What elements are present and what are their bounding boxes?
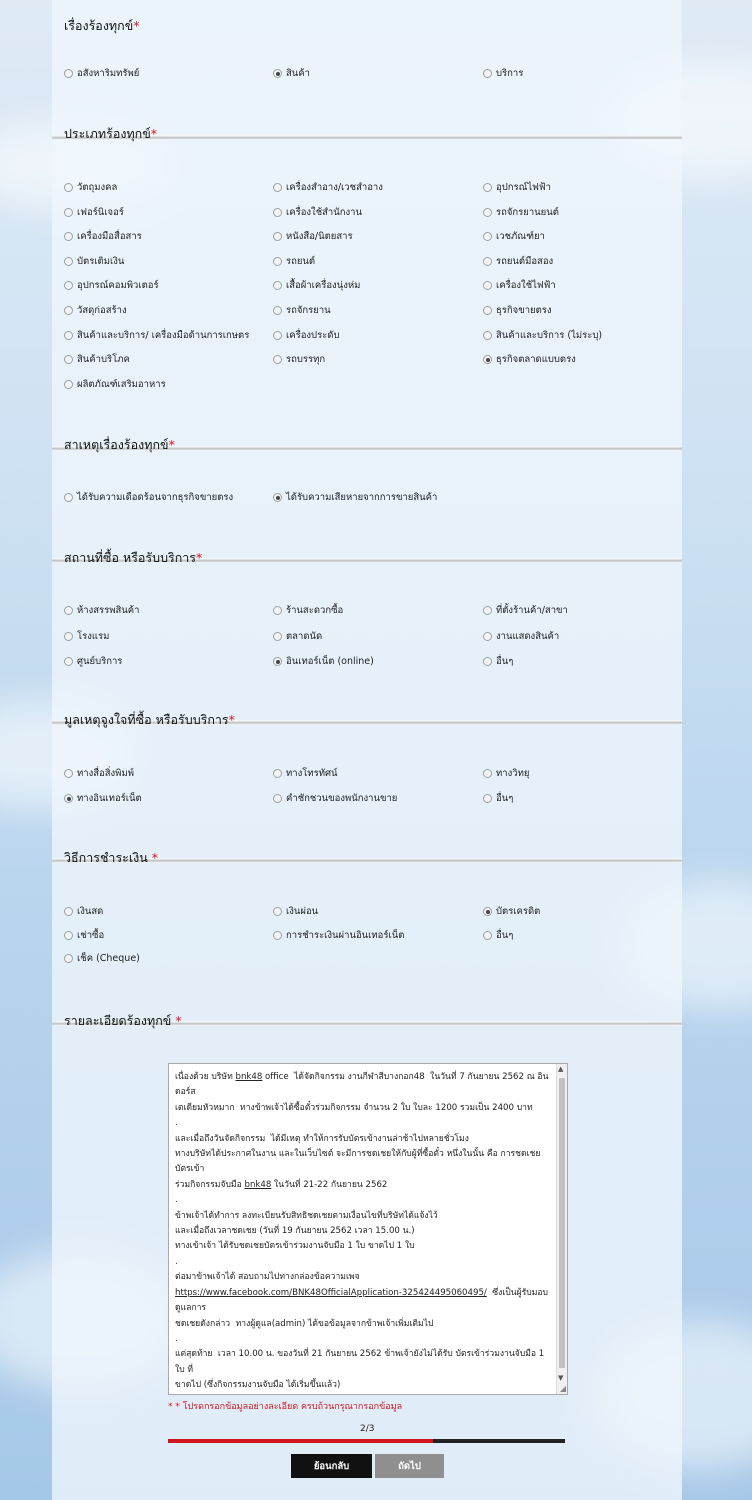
radio-checked-icon[interactable] [273,657,282,666]
textarea-line: ในวันที่ 21-22 กันยายน 2562 [271,1179,388,1190]
radio-unchecked-icon[interactable] [273,606,282,615]
textarea-line: ข้าพเจ้าได้ทำการ ลงทะเบียนรับสิทธิชดเชยตามเงื่อนไขที่บริษัทได้แจ้งไว้ [175,1210,438,1221]
section-title-text: สาเหตุเรื่องร้องทุกข์ [64,437,169,452]
radio-unchecked-icon[interactable] [273,281,282,290]
section-title-text: วิธีการชำระเงิน [64,850,148,865]
radio-option-type[interactable] [273,205,362,220]
radio-label: ได้รับความเสียหายจากการขายสินค้า [286,492,438,503]
radio-option-type[interactable] [273,254,315,269]
radio-option-type[interactable] [483,303,552,318]
textarea-content [175,1070,553,1395]
radio-label: เช็ค (Cheque) [77,953,140,964]
radio-option-place[interactable] [483,603,568,618]
radio-unchecked-icon[interactable] [64,632,73,641]
radio-label: เช่าซื้อ [77,929,105,941]
radio-label: บัตรเติมเงิน [77,255,125,267]
radio-option-type[interactable] [273,229,353,244]
radio-label: ห้างสรรพสินค้า [77,605,140,616]
radio-label: ธุรกิจตลาดแบบตรง [496,354,576,366]
radio-unchecked-icon[interactable] [273,257,282,266]
radio-option-payment[interactable] [64,951,140,966]
radio-unchecked-icon[interactable] [64,281,73,290]
section-title-text: สถานที่ซื้อ หรือรับบริการ [64,550,197,565]
radio-label: รถบรรทุก [286,354,326,366]
section-title-text: รายละเอียดร้องทุกข์ [64,1013,172,1028]
radio-label: เฟอร์นิเจอร์ [77,206,124,218]
radio-unchecked-icon[interactable] [483,632,492,641]
radio-option-type[interactable] [64,205,124,220]
next-button[interactable]: ถัดไป [375,1454,444,1478]
radio-label: สินค้าและบริการ (ไม่ระบุ) [496,329,603,341]
radio-option-type[interactable] [483,328,602,343]
radio-unchecked-icon[interactable] [483,657,492,666]
complaint-detail-textarea[interactable] [168,1063,568,1395]
radio-unchecked-icon[interactable] [483,208,492,217]
radio-unchecked-icon[interactable] [64,355,73,364]
radio-label: วัสดุก่อสร้าง [77,305,127,316]
radio-label: วัตถุมงคล [77,182,118,193]
radio-label: ทางวิทยุ [496,768,530,779]
textarea-word: bnk48 [235,1072,263,1082]
radio-label: บัตรเครดิต [496,906,541,917]
radio-option-type[interactable] [64,278,159,293]
radio-label: การชำระเงินผ่านอินเทอร์เน็ต [286,929,405,941]
radio-unchecked-icon[interactable] [64,257,73,266]
radio-option-type[interactable] [64,254,124,269]
textarea-line: ขาดไป (ซึ่งกิจกรรมงานจับมือ ได้เริ่มขึ้นแล้ว) [175,1380,341,1391]
radio-checked-icon[interactable] [483,355,492,364]
radio-label: ศูนย์บริการ [77,656,123,667]
radio-label: หนังสือ/นิตยสาร [286,231,353,243]
radio-option-type[interactable] [273,278,360,293]
radio-option-payment[interactable] [273,904,318,919]
radio-label: อื่นๆ [496,929,514,941]
radio-unchecked-icon[interactable] [64,954,73,963]
required-marker: * [133,18,140,33]
radio-checked-icon[interactable] [273,493,282,502]
radio-label: เครื่องสำอาง/เวชสำอาง [286,182,383,193]
textarea-line: ซึ่งเป็นผู้รับมอบดูแลการ [175,1287,548,1314]
radio-checked-icon[interactable] [273,69,282,78]
radio-unchecked-icon[interactable] [64,69,73,78]
radio-label: ตลาดนัด [286,630,323,642]
radio-unchecked-icon[interactable] [483,931,492,940]
radio-option-motive[interactable] [483,791,513,806]
textarea-line: ต่อมาข้าพเจ้าได้ สอบถามไปทางกล่องข้อความเพจ [175,1272,360,1283]
radio-label: สินค้าและบริการ/ เครื่องมือด้านการเกษตร [77,329,250,341]
radio-unchecked-icon[interactable] [273,794,282,803]
section-title-cause [64,435,175,455]
radio-option-type[interactable] [64,352,130,367]
radio-unchecked-icon[interactable] [273,306,282,315]
radio-option-place[interactable] [64,603,139,618]
textarea-line: . [175,1333,178,1344]
radio-option-type[interactable] [483,278,556,293]
radio-unchecked-icon[interactable] [273,355,282,364]
radio-option-motive[interactable] [483,766,529,781]
radio-option-payment[interactable] [483,928,513,943]
radio-unchecked-icon[interactable] [64,907,73,916]
scroll-thumb[interactable] [559,1078,565,1368]
required-marker: * [228,712,235,727]
radio-unchecked-icon[interactable] [64,769,73,778]
radio-option-motive[interactable] [273,766,338,781]
radio-unchecked-icon[interactable] [64,331,73,340]
back-button[interactable]: ย้อนกลับ [291,1454,372,1478]
radio-unchecked-icon[interactable] [483,69,492,78]
radio-unchecked-icon[interactable] [273,208,282,217]
radio-label: ที่ตั้งร้านค้า/สาขา [496,605,568,616]
radio-label: เงินสด [77,906,104,917]
textarea-scrollbar[interactable] [556,1064,567,1394]
radio-unchecked-icon[interactable] [273,769,282,778]
radio-label: รถจักรยานยนต์ [496,206,559,218]
radio-unchecked-icon[interactable] [64,606,73,615]
radio-option-place[interactable] [64,654,122,669]
scroll-up-arrow-icon[interactable]: ▲ [558,1065,564,1073]
radio-label: เวชภัณฑ์ยา [496,231,545,243]
radio-checked-icon[interactable] [64,794,73,803]
radio-option-cause[interactable] [273,490,437,505]
radio-label: อื่นๆ [496,656,514,667]
radio-option-place[interactable] [273,654,374,669]
radio-option-place[interactable] [483,654,513,669]
radio-option-motive[interactable] [64,766,134,781]
radio-unchecked-icon[interactable] [64,931,73,940]
radio-label: สินค้าบริโภค [77,354,130,366]
radio-option-type[interactable] [273,352,325,367]
radio-option-type[interactable] [273,180,383,195]
radio-option-type[interactable] [64,229,142,244]
radio-label: ร้านสะดวกซื้อ [286,605,344,616]
section-title-text: มูลเหตุจูงใจที่ซื้อ หรือรับบริการ [64,712,229,727]
radio-label: รถจักรยาน [286,305,331,316]
section-title-motive [64,710,235,730]
radio-label: โรงแรม [77,630,110,642]
radio-option-type[interactable] [273,328,339,343]
section-title-category [64,16,140,36]
radio-label: ธุรกิจขายตรง [496,305,552,316]
required-note: * * โปรดกรอกข้อมูลอย่างละเอียด ครบถ้วนกรุณากรอกข้อมูล [168,1402,403,1412]
scroll-down-arrow-icon[interactable]: ▼ [558,1374,564,1382]
section-title-detail [64,1011,182,1031]
radio-label: ผลิตภัณฑ์เสริมอาหาร [77,378,166,390]
radio-option-type[interactable] [483,229,545,244]
radio-unchecked-icon[interactable] [64,380,73,389]
radio-unchecked-icon[interactable] [64,306,73,315]
radio-label: เงินผ่อน [286,906,319,917]
textarea-line: office ได้จัดกิจกรรม งานกีฬาสีบางกอก48 ในวันที่ 7 กันยายน 2562 ณ อินดอร์ส [175,1072,549,1098]
radio-option-motive[interactable] [273,791,397,806]
section-title-place [64,548,202,568]
radio-option-motive[interactable] [64,791,142,806]
required-marker: * [171,1013,182,1028]
radio-unchecked-icon[interactable] [483,281,492,290]
required-marker: * [168,437,175,452]
radio-option-type[interactable] [64,303,127,318]
textarea-line: ร่วมกิจกรรมจับมือ [175,1179,245,1190]
radio-unchecked-icon[interactable] [273,931,282,940]
radio-label: สินค้า [286,68,310,79]
radio-label: เครื่องใช้สำนักงาน [286,206,362,218]
radio-option-type[interactable] [483,180,551,195]
radio-unchecked-icon[interactable] [64,183,73,192]
textarea-line: แต่สุดท้าย เวลา 10.00 น. ของวันที่ 21 กันยายน 2562 ข้าพเจ้ายังไม่ได้รับ บัตรเข้าร่วมงานจับมือ 1 ใบ ที่ [175,1349,548,1375]
radio-label: อินเทอร์เน็ต (online) [286,656,374,667]
radio-unchecked-icon[interactable] [273,632,282,641]
radio-label: อุปกรณ์ไฟฟ้า [496,182,551,193]
required-marker: * [150,126,158,141]
section-title-type [64,124,157,144]
radio-label: ทางโทรทัศน์ [286,768,338,779]
radio-option-type[interactable] [64,328,249,343]
radio-option-category[interactable] [483,66,523,81]
textarea-line: . [175,1195,178,1206]
radio-label: รถยนต์มือสอง [496,255,554,267]
radio-checked-icon[interactable] [483,907,492,916]
textarea-line: และเมื่อถึงวันจัดกิจกรรม ได้มีเหตุ ทำให้การรับบัตรเข้างานล่าช้าไปหลายชั่วโมง [175,1133,469,1144]
radio-unchecked-icon[interactable] [483,769,492,778]
required-marker: * [196,550,203,565]
radio-unchecked-icon[interactable] [273,907,282,916]
radio-label: งานแสดงสินค้า [496,630,560,642]
radio-unchecked-icon[interactable] [483,232,492,241]
radio-label: อื่นๆ [496,793,514,804]
radio-option-place[interactable] [64,629,109,644]
radio-label: ทางอินเทอร์เน็ต [77,793,142,804]
radio-unchecked-icon[interactable] [483,183,492,192]
radio-option-type[interactable] [483,352,576,367]
radio-option-place[interactable] [273,603,343,618]
radio-option-payment[interactable] [273,928,404,943]
radio-unchecked-icon[interactable] [483,257,492,266]
radio-option-place[interactable] [273,629,322,644]
radio-unchecked-icon[interactable] [64,232,73,241]
radio-option-payment[interactable] [64,928,104,943]
radio-label: ได้รับความเดือดร้อนจากธุรกิจขายตรง [77,492,234,503]
radio-option-payment[interactable] [483,904,540,919]
radio-unchecked-icon[interactable] [273,183,282,192]
radio-unchecked-icon[interactable] [483,794,492,803]
radio-unchecked-icon[interactable] [273,232,282,241]
radio-label: เครื่องประดับ [286,329,340,341]
required-marker: * [147,850,159,865]
section-title-payment [64,848,158,868]
progress-bar [168,1439,565,1443]
radio-option-type[interactable] [64,377,166,392]
radio-label: รถยนต์ [286,255,316,267]
resize-grip-icon[interactable]: ◢ [559,1384,566,1393]
radio-label: คำชักชวนของพนักงานขาย [286,793,398,804]
radio-unchecked-icon[interactable] [273,331,282,340]
section-title-text: เรื่องร้องทุกข์ [64,18,134,33]
textarea-url: https://www.facebook.com/BNK48OfficialApplication-325424495060495/ [175,1287,487,1298]
textarea-line: . [175,1256,178,1267]
textarea-word: bnk48 [244,1179,272,1190]
radio-unchecked-icon[interactable] [64,493,73,502]
textarea-line: เตเดียมหัวหมาก ทางข้าพเจ้าได้ซื้อตั๋วร่วมกิจกรรม จำนวน 2 ใบ ใบละ 1200 รวมเป็น 2400 บาท [175,1102,533,1113]
radio-unchecked-icon[interactable] [64,657,73,666]
progress-fill [168,1439,433,1443]
textarea-line: ชดเชยดังกล่าว ทางผู้ดูแล(admin) ได้ขอข้อมูลจากข้าพเจ้าเพิ่มเติมไป [175,1318,434,1329]
textarea-line: และเมื่อถึงเวลาชดเชย (วันที่ 19 กันยายน 2562 เวลา 15.00 น.) [175,1226,415,1237]
radio-option-type[interactable] [273,303,331,318]
radio-label: อสังหาริมทรัพย์ [77,68,140,79]
textarea-line: . [175,1118,178,1129]
radio-label: ทางสื่อสิ่งพิมพ์ [77,768,134,779]
radio-option-type[interactable] [483,205,559,220]
section-title-text: ประเภทร้องทุกข์ [64,126,151,141]
radio-label: เสื้อผ้าเครื่องนุ่งห่ม [286,280,361,292]
radio-option-category[interactable] [64,66,139,81]
textarea-line: ทางเข้าเจ้า ได้รับชดเชยบัตรเข้าร่วมงานจับมือ 1 ใบ ขาดไป 1 ใบ [175,1241,415,1252]
radio-option-type[interactable] [483,254,553,269]
textarea-line: ทางบริษัทได้ประกาศในงาน และในเว็บไซต์ จะมีการชดเชยให้กับผู้ที่ซื้อตั๋ว หนึ่งในนั้น คือ การชดเชยบัตรเข้า [175,1149,541,1175]
radio-unchecked-icon[interactable] [483,306,492,315]
radio-option-place[interactable] [483,629,559,644]
radio-option-cause[interactable] [64,490,233,505]
radio-unchecked-icon[interactable] [483,606,492,615]
radio-unchecked-icon[interactable] [64,208,73,217]
radio-label: บริการ [496,68,524,79]
radio-label: อุปกรณ์คอมพิวเตอร์ [77,280,159,292]
radio-unchecked-icon[interactable] [483,331,492,340]
textarea-line: เนื่องด้วย บริษัท [175,1072,236,1082]
radio-label: เครื่องมือสื่อสาร [77,231,142,243]
radio-option-payment[interactable] [64,904,103,919]
radio-option-category[interactable] [273,66,310,81]
radio-option-type[interactable] [64,180,117,195]
radio-label: เครื่องใช้ไฟฟ้า [496,280,556,292]
progress-label: 2/3 [360,1424,375,1434]
